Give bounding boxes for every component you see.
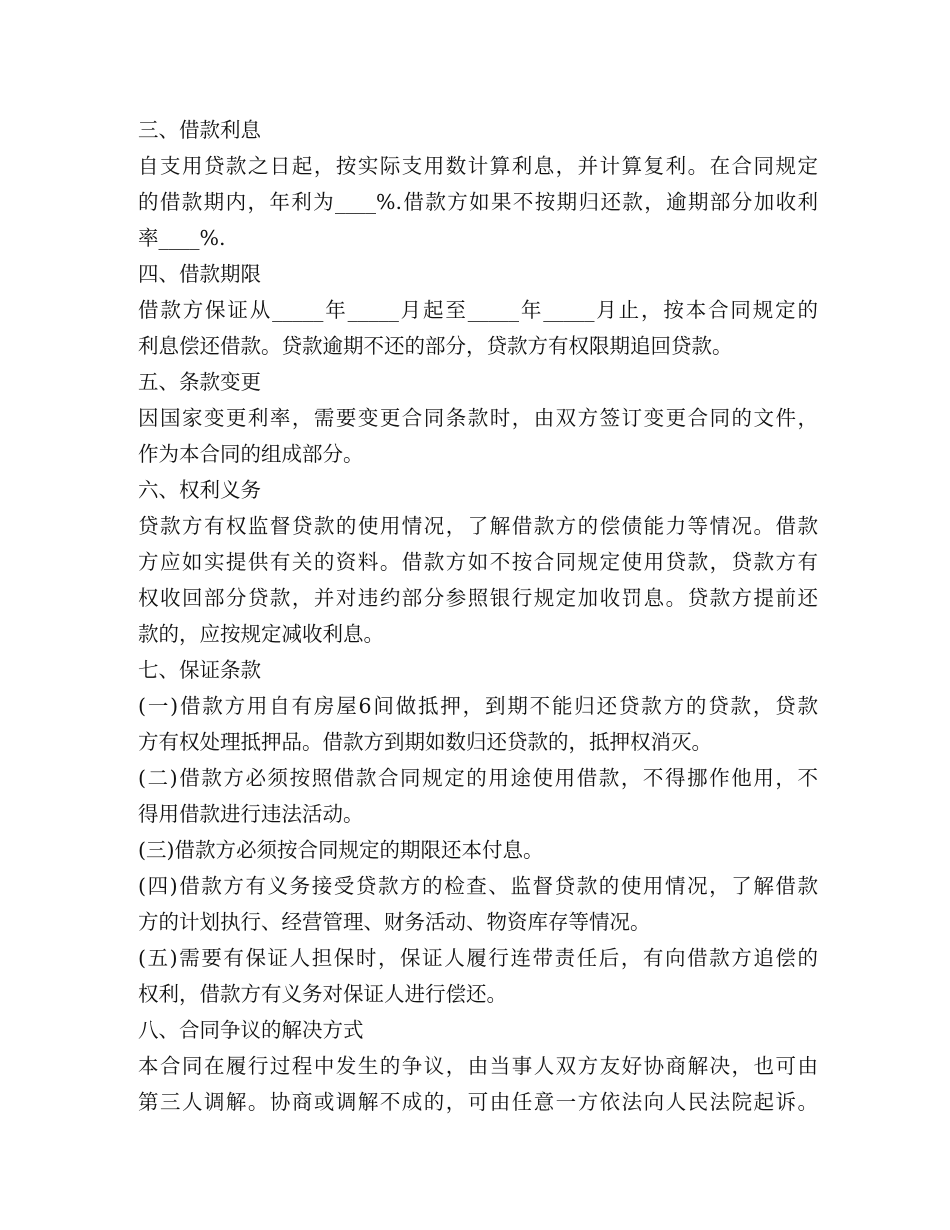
paragraph-line: 款的，应按规定减收利息。 <box>138 622 384 646</box>
paragraph-line: 方的计划执行、经营管理、财务活动、物资库存等情况。 <box>138 910 651 934</box>
paragraph-line: 权利，借款方有义务对保证人进行偿还。 <box>138 982 507 1006</box>
section-heading: 八、合同争议的解决方式 <box>138 1018 364 1042</box>
paragraph-line: 第三人调解。协商或调解不成的，可由任意一方依法向人民法院起诉。 <box>138 1090 818 1114</box>
paragraph-line: (四)借款方有义务接受贷款方的检查、监督贷款的使用情况，了解借款 <box>138 874 818 898</box>
contract-page <box>138 112 818 1120</box>
paragraph-line: 率____%. <box>138 226 226 250</box>
paragraph-line: 利息偿还借款。贷款逾期不还的部分，贷款方有权限期追回贷款。 <box>138 334 733 358</box>
paragraph-line: 贷款方有权监督贷款的使用情况，了解借款方的偿债能力等情况。借款 <box>138 514 818 538</box>
paragraph-line: 自支用贷款之日起，按实际支用数计算利息，并计算复利。在合同规定 <box>138 154 818 178</box>
section-heading: 七、保证条款 <box>138 658 261 682</box>
paragraph-line: 的借款期内，年利为____%.借款方如果不按期归还款，逾期部分加收利 <box>138 190 818 214</box>
paragraph-line: 本合同在履行过程中发生的争议，由当事人双方友好协商解决，也可由 <box>138 1054 818 1078</box>
section-heading: 六、权利义务 <box>138 478 261 502</box>
section-heading: 四、借款期限 <box>138 262 261 286</box>
paragraph-line: 权收回部分贷款，并对违约部分参照银行规定加收罚息。贷款方提前还 <box>138 586 818 610</box>
paragraph-line: 因国家变更利率，需要变更合同条款时，由双方签订变更合同的文件， <box>138 406 818 430</box>
paragraph-line: 方应如实提供有关的资料。借款方如不按合同规定使用贷款，贷款方有 <box>138 550 818 574</box>
paragraph-line: (五)需要有保证人担保时，保证人履行连带责任后，有向借款方追偿的 <box>138 946 818 970</box>
paragraph-line: 得用借款进行违法活动。 <box>138 802 364 826</box>
paragraph-line: (一)借款方用自有房屋6间做抵押，到期不能归还贷款方的贷款，贷款 <box>138 694 818 718</box>
paragraph-line: 作为本合同的组成部分。 <box>138 442 364 466</box>
section-heading: 三、借款利息 <box>138 118 261 142</box>
section-heading: 五、条款变更 <box>138 370 261 394</box>
paragraph-line: (三)借款方必须按合同规定的期限还本付息。 <box>138 838 544 862</box>
paragraph-line: 借款方保证从_____年_____月起至_____年_____月止，按本合同规定的 <box>138 298 818 322</box>
paragraph-line: 方有权处理抵押品。借款方到期如数归还贷款的，抵押权消灭。 <box>138 730 712 754</box>
paragraph-line: (二)借款方必须按照借款合同规定的用途使用借款，不得挪作他用，不 <box>138 766 818 790</box>
